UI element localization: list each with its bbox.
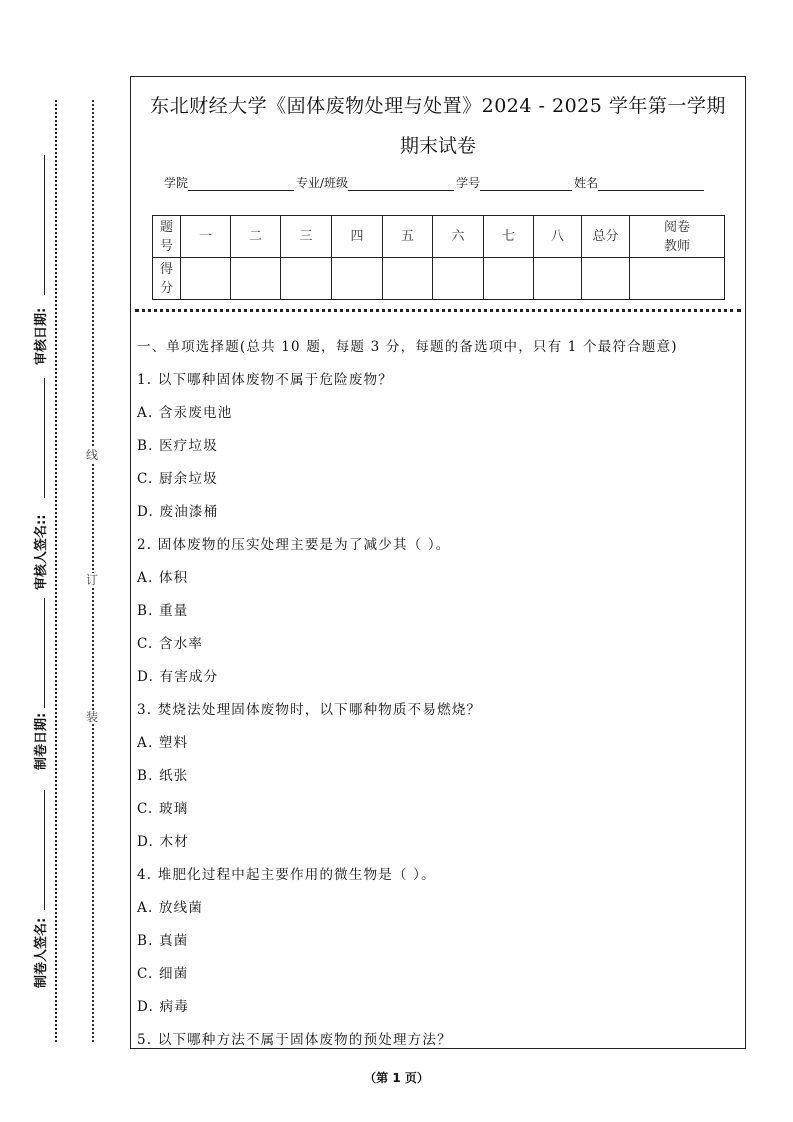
- answer-option: C. 玻璃: [137, 801, 189, 817]
- maker-sign-label: 制卷人签名:: [34, 917, 49, 988]
- answer-option: D. 废油漆桶: [137, 504, 219, 520]
- exam-page-frame: [130, 76, 746, 1049]
- binding-mark-pack: 装: [86, 710, 99, 724]
- score-cell[interactable]: [433, 258, 484, 300]
- score-table: [152, 215, 725, 300]
- maker-sign-underline: [44, 790, 45, 910]
- major-field[interactable]: [348, 177, 454, 191]
- score-cell[interactable]: [181, 258, 231, 300]
- reviewer-sign-underline: [44, 378, 45, 498]
- answer-option: B. 真菌: [137, 933, 189, 949]
- make-date-label: 制卷日期:: [34, 712, 49, 770]
- score-cell[interactable]: [383, 258, 433, 300]
- major-label: 专业/班级: [296, 176, 349, 190]
- answer-option: B. 纸张: [137, 768, 189, 784]
- review-date-underline: [44, 155, 45, 295]
- col-header: 八: [534, 216, 582, 258]
- exam-subtitle: 期末试卷: [399, 135, 476, 157]
- question-text: 4. 堆肥化过程中起主要作用的微生物是（ ）。: [137, 867, 436, 883]
- score-label: 得分: [153, 258, 181, 300]
- page-number: （第 1 页）: [364, 1071, 429, 1085]
- answer-option: B. 医疗垃圾: [137, 438, 218, 454]
- score-cell[interactable]: [582, 258, 630, 300]
- question-text: 5. 以下哪种方法不属于固体废物的预处理方法？: [137, 1032, 452, 1048]
- col-header: 六: [433, 216, 484, 258]
- name-field[interactable]: [598, 177, 704, 191]
- col-header: 五: [383, 216, 433, 258]
- answer-option: A. 含汞废电池: [137, 405, 233, 421]
- col-header: 总分: [582, 216, 630, 258]
- exam-title: 东北财经大学《固体废物处理与处置》2024 - 2025 学年第一学期: [150, 95, 726, 117]
- question-number-label: 题号: [153, 216, 181, 258]
- score-cell[interactable]: [231, 258, 281, 300]
- score-cell[interactable]: [484, 258, 534, 300]
- student-id-label: 学号: [456, 176, 481, 190]
- binding-dotted-line-inner: [92, 100, 94, 1042]
- col-header: 一: [181, 216, 231, 258]
- answer-option: A. 放线菌: [137, 900, 204, 916]
- separator-dotted-line: [135, 309, 741, 312]
- make-date-underline: [44, 598, 45, 708]
- col-header: 二: [231, 216, 281, 258]
- score-table-header-row: [153, 216, 725, 258]
- question-text: 2. 固体废物的压实处理主要是为了减少其（ ）。: [137, 537, 451, 553]
- answer-option: D. 有害成分: [137, 669, 219, 685]
- college-field[interactable]: [188, 177, 294, 191]
- score-cell[interactable]: [534, 258, 582, 300]
- college-label: 学院: [164, 176, 189, 190]
- name-label: 姓名: [574, 176, 599, 190]
- answer-option: B. 重量: [137, 603, 189, 619]
- section-heading: 一、单项选择题(总共 10 题，每题 3 分，每题的备选项中，只有 1 个最符合题意): [137, 339, 678, 355]
- reviewer-sign-label: 审核人签名::: [34, 514, 49, 590]
- question-text: 3. 焚烧法处理固体废物时，以下哪种物质不易燃烧？: [137, 702, 482, 718]
- answer-option: C. 细菌: [137, 966, 189, 982]
- question-text: 1. 以下哪种固体废物不属于危险废物？: [137, 372, 393, 388]
- answer-option: A. 体积: [137, 570, 189, 586]
- student-id-field[interactable]: [480, 177, 572, 191]
- col-header: 阅卷教师: [630, 216, 725, 258]
- answer-option: A. 塑料: [137, 735, 189, 751]
- answer-option: D. 病毒: [137, 999, 189, 1015]
- col-header: 七: [484, 216, 534, 258]
- binding-mark-order: 订: [86, 573, 99, 587]
- score-cell[interactable]: [630, 258, 725, 300]
- binding-dotted-line-outer: [55, 100, 57, 1042]
- review-date-label: 审核日期:: [34, 307, 49, 365]
- answer-option: C. 厨余垃圾: [137, 471, 218, 487]
- score-cell[interactable]: [281, 258, 332, 300]
- score-cell[interactable]: [332, 258, 383, 300]
- binding-mark-line: 线: [86, 448, 99, 462]
- col-header: 三: [281, 216, 332, 258]
- score-table-score-row: [153, 258, 725, 300]
- student-info-form: [164, 174, 706, 191]
- col-header: 四: [332, 216, 383, 258]
- answer-option: D. 木材: [137, 834, 189, 850]
- answer-option: C. 含水率: [137, 636, 204, 652]
- questions: [137, 331, 678, 1057]
